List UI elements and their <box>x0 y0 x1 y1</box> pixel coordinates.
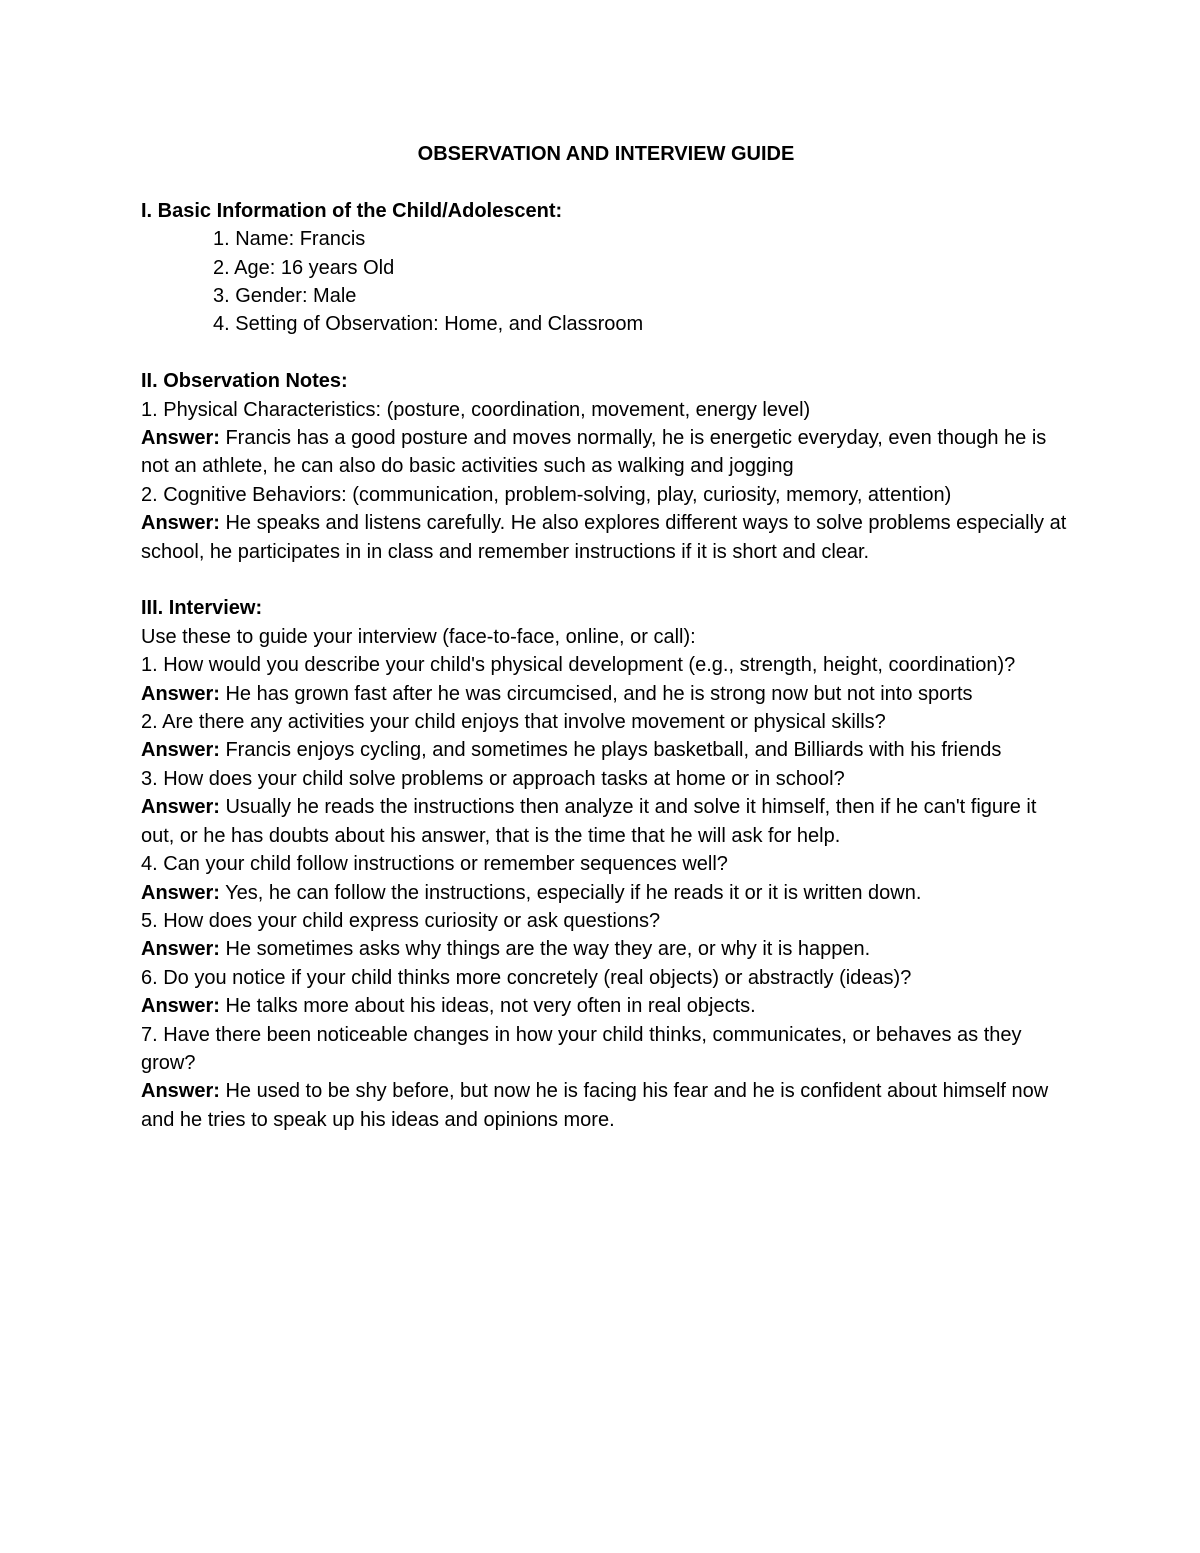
interview-answer <box>141 736 1071 764</box>
basic-info-heading: I. Basic Information of the Child/Adolescent: <box>141 199 563 222</box>
answer-label: Answer: <box>141 739 220 762</box>
basic-info-item-name: 1. Name: Francis <box>213 228 366 251</box>
basic-info-item-age: 2. Age: 16 years Old <box>213 256 395 279</box>
observation-question: 1. Physical Characteristics: (posture, coordination, movement, energy level) <box>141 398 811 421</box>
answer-text: Francis has a good posture and moves normally, he is energetic everyday, even though he is not an athlete, he can also do basic activities such as walking and jogging <box>141 427 1047 478</box>
interview-heading: III. Interview: <box>141 597 263 620</box>
interview-answer <box>141 793 1071 850</box>
answer-text: Yes, he can follow the instructions, especially if he reads it or it is written down. <box>219 881 922 904</box>
answer-label: Answer: <box>141 427 220 450</box>
answer-label: Answer: <box>141 512 220 535</box>
interview-question: 2. Are there any activities your child enjoys that involve movement or physical skills? <box>141 711 886 734</box>
answer-label: Answer: <box>141 796 220 819</box>
interview-intro: Use these to guide your interview (face-to-face, online, or call): <box>141 625 696 648</box>
answer-label: Answer: <box>141 881 220 904</box>
answer-label: Answer: <box>141 1080 220 1103</box>
observation-answer <box>141 424 1071 481</box>
interview-section <box>141 594 1071 1134</box>
interview-question: 3. How does your child solve problems or approach tasks at home or in school? <box>141 767 845 790</box>
answer-text: He sometimes asks why things are the way they are, or why it is happen. <box>219 938 871 961</box>
answer-label: Answer: <box>141 938 220 961</box>
answer-text: He has grown fast after he was circumcised, and he is strong now but not into sports <box>219 682 973 705</box>
basic-info-item-setting: 4. Setting of Observation: Home, and Classroom <box>213 313 644 336</box>
interview-question: 5. How does your child express curiosity or ask questions? <box>141 909 661 932</box>
answer-text: He used to be shy before, but now he is facing his fear and he is confident about himself now and he tries to speak up his ideas and opinions more. <box>141 1080 1049 1131</box>
basic-info-list <box>141 225 1071 339</box>
interview-answer <box>141 680 1071 708</box>
answer-text: Francis enjoys cycling, and sometimes he plays basketball, and Billiards with his friends <box>219 739 1002 762</box>
answer-text: Usually he reads the instructions then analyze it and solve it himself, then if he can't figure it out, or he has doubts about his answer, that is the time that he will ask for help. <box>141 796 1037 847</box>
basic-info-section <box>141 197 1071 339</box>
interview-answer <box>141 935 1071 963</box>
basic-info-item-gender: 3. Gender: Male <box>213 285 357 308</box>
page-title: OBSERVATION AND INTERVIEW GUIDE <box>417 143 795 165</box>
answer-text: He talks more about his ideas, not very often in real objects. <box>219 995 756 1018</box>
interview-question: 1. How would you describe your child's physical development (e.g., strength, height, coordination)? <box>141 654 1016 677</box>
document-body <box>141 140 1071 1163</box>
interview-question: 7. Have there been noticeable changes in how your child thinks, communicates, or behaves as they grow? <box>141 1023 1022 1074</box>
interview-answer <box>141 879 1071 907</box>
interview-answer <box>141 1077 1071 1134</box>
observation-section <box>141 367 1071 566</box>
observation-question: 2. Cognitive Behaviors: (communication, problem-solving, play, curiosity, memory, attention) <box>141 483 952 506</box>
observation-heading: II. Observation Notes: <box>141 370 348 393</box>
observation-answer <box>141 509 1071 566</box>
interview-question: 6. Do you notice if your child thinks more concretely (real objects) or abstractly (ideas)? <box>141 966 912 989</box>
answer-label: Answer: <box>141 995 220 1018</box>
interview-answer <box>141 992 1071 1020</box>
answer-label: Answer: <box>141 682 220 705</box>
interview-question: 4. Can your child follow instructions or remember sequences well? <box>141 853 728 876</box>
answer-text: He speaks and listens carefully. He also explores different ways to solve problems especially at school, he participates in in class and remember instructions if it is short and clear. <box>141 512 1067 563</box>
